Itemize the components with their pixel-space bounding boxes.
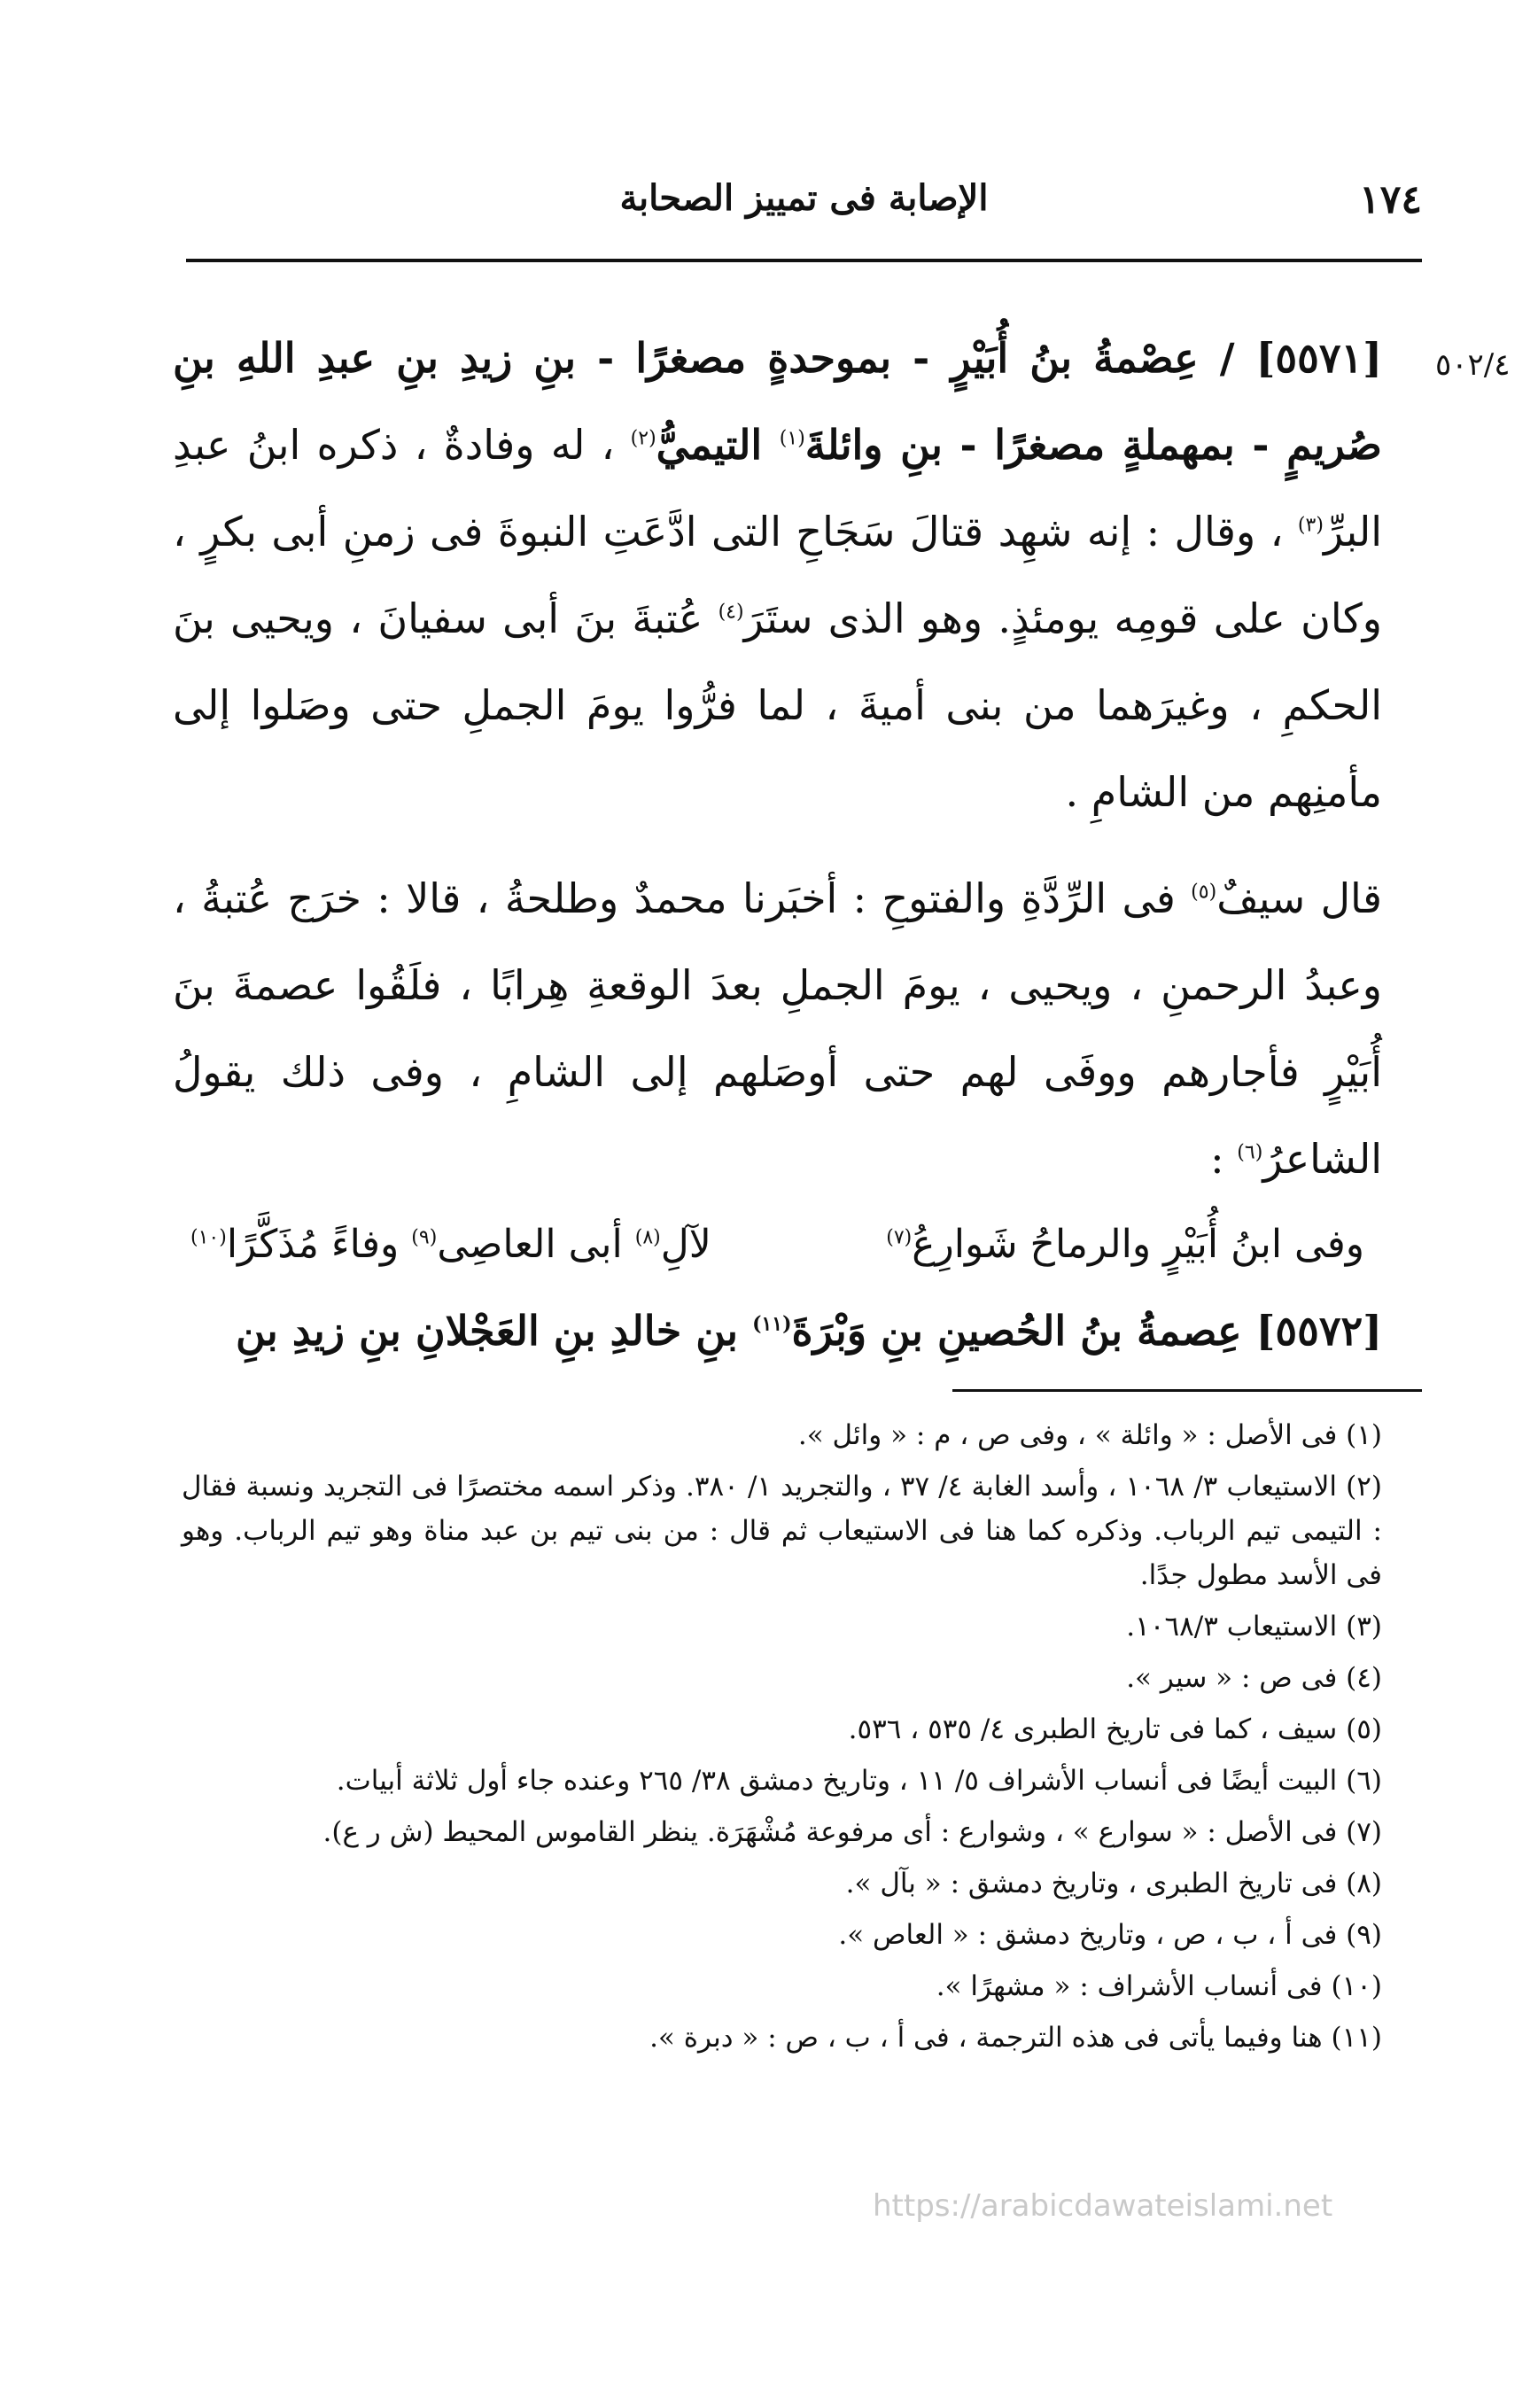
page-number: ١٧٤ (1359, 177, 1422, 222)
footnote-3: (٣) الاستيعاب ١٠٦٨/٣. (1126, 1611, 1382, 1643)
footnote-marker-11: (١١) (752, 1312, 792, 1336)
main-text (173, 315, 1382, 1374)
poem-verse (190, 1202, 1364, 1287)
saif-report-paragraph (173, 855, 1382, 1202)
footnote-4: (٤) فى ص : « سير ». (1126, 1662, 1382, 1694)
footnote-marker-7: (٧) (886, 1226, 913, 1249)
footnote-5: (٥) سيف ، كما فى تاريخ الطبرى ٤/ ٥٣٥ ، ٥٣٦. (848, 1713, 1382, 1745)
footnote-marker-5: (٥) (1191, 881, 1217, 904)
entry-5571-text-c: عُتبةَ بنَ أبى سفيانَ ، ويحيى بنَ الحكمِ ، وغيرَهما من بنى أميةَ ، لما فرُّوا يومَ الجملِ حتى وصَلوا إلى مأمنِهم من الشامِ . (173, 594, 1382, 816)
entry-5571-paragraph (173, 315, 1382, 835)
verse-first-hemistich: وفى ابنُ أُبَيْرٍ والرماحُ شَوارِعُ$^{(٧)}$ (886, 1222, 1364, 1267)
footnote-marker-10: (١٠) (190, 1226, 227, 1249)
margin-reference: ٥٠٢/٤ (1435, 347, 1511, 383)
source-watermark: https://arabicdawateislami.net (873, 2188, 1333, 2224)
footnote-marker-2: (٢) (630, 427, 656, 450)
entry-5571-text-a: ، له وفادةٌ ، ذكره ابنُ عبدِ البرِّ (173, 421, 1382, 555)
entry-5572-heading: [٥٥٧٢] عِصمةُ بنُ الحُصينِ بنِ وَبْرَةَ$^{(١١)}$ بنِ خالدِ بنِ العَجْلانِ بنِ زيدِ بنِ (235, 1307, 1382, 1355)
footnote-2: (٢) الاستيعاب ٣/ ١٠٦٨ ، وأسد الغابة ٤/ ٣٧ ، والتجريد ١/ ٣٨٠. وذكر اسمه مختصرًا فى التجريد ونسبة فقال : التيمى تيم الرباب. وذكره كما هنا فى الاستيعاب ثم قال : من بنى تيم بن عبد مناة وهو تيم الرباب. وهو فى الأسد مطول جدًا. (182, 1471, 1382, 1591)
footnote-11: (١١) هنا وفيما يأتى فى هذه الترجمة ، فى أ ، ب ، ص : « دبرة ». (649, 2022, 1382, 2054)
header-divider (186, 259, 1422, 262)
saif-report-colon: : (1210, 1135, 1238, 1183)
footnote-marker-1: (١) (779, 427, 805, 450)
verse-second-hemistich: لآلِ$^{(٨)}$ أبى العاصِى$^{(٩)}$ وفاءً مُذَكَّرًا$^{(١٠)}$ (190, 1222, 711, 1267)
footnote-8: (٨) فى تاريخ الطبرى ، وتاريخ دمشق : « بآل ». (845, 1868, 1382, 1899)
entry-5571-heading: [٥٥٧١] / عِصْمةُ بنُ أُبَيْرٍ - بموحدةٍ مصغرًا - بنِ زيدِ بنِ عبدِ اللهِ بنِ صُريمٍ - بمهملةٍ مصغرًا - بنِ وائلةَ (173, 334, 1382, 469)
footnote-7: (٧) فى الأصل : « سوارع » ، وشوارع : أى مرفوعة مُشْهَرَة. ينظر القاموس المحيط (ش ر ع). (322, 1816, 1382, 1848)
saif-report-intro: قال سيفٌ (1216, 874, 1382, 922)
footnotes (182, 1413, 1382, 2067)
footnote-1: (١) فى الأصل : « وائلة » ، وفى ص ، م : « وائل ». (797, 1419, 1382, 1451)
page-header (186, 177, 1422, 239)
entry-5571-nisba: التيميُّ (656, 421, 780, 469)
running-title: الإصابة فى تمييز الصحابة (619, 177, 989, 219)
footnote-9: (٩) فى أ ، ب ، ص ، وتاريخ دمشق : « العاص ». (838, 1919, 1382, 1951)
footnote-divider (952, 1389, 1422, 1392)
saif-report-text: فى الرِّدَّةِ والفتوحِ : أخبَرنا محمدٌ وطلحةُ ، قالا : خرَج عُتبةُ ، وعبدُ الرحمنِ ، ويحيى ، يومَ الجملِ بعدَ الوقعةِ هِرابًا ، فلَقُوا عصمةَ بنَ أُبَيْرٍ فأجارهم ووفَى لهم حتى أوصَلهم إلى الشامِ ، وفى ذلك يقولُ الشاعرُ (173, 874, 1382, 1183)
footnote-marker-3: (٣) (1297, 514, 1324, 537)
footnote-10: (١٠) فى أنساب الأشراف : « مشهرًا ». (936, 1970, 1382, 2002)
footnote-marker-8: (٨) (634, 1226, 661, 1249)
footnote-marker-9: (٩) (411, 1226, 438, 1249)
footnote-marker-6: (٦) (1237, 1141, 1263, 1164)
entry-5571-text-b: ، وقال : إنه شهِد قتالَ سَجَاحِ التى ادَّعَتِ النبوةَ فى زمنِ أبى بكرٍ ، وكان على قومِه يومئذٍ. وهو الذى ستَرَ (173, 508, 1382, 642)
footnote-6: (٦) البيت أيضًا فى أنساب الأشراف ٥/ ١١ ، وتاريخ دمشق ٣٨/ ٢٦٥ وعنده جاء أول ثلاثة أبيات. (336, 1765, 1382, 1797)
footnote-marker-4: (٤) (718, 601, 744, 624)
